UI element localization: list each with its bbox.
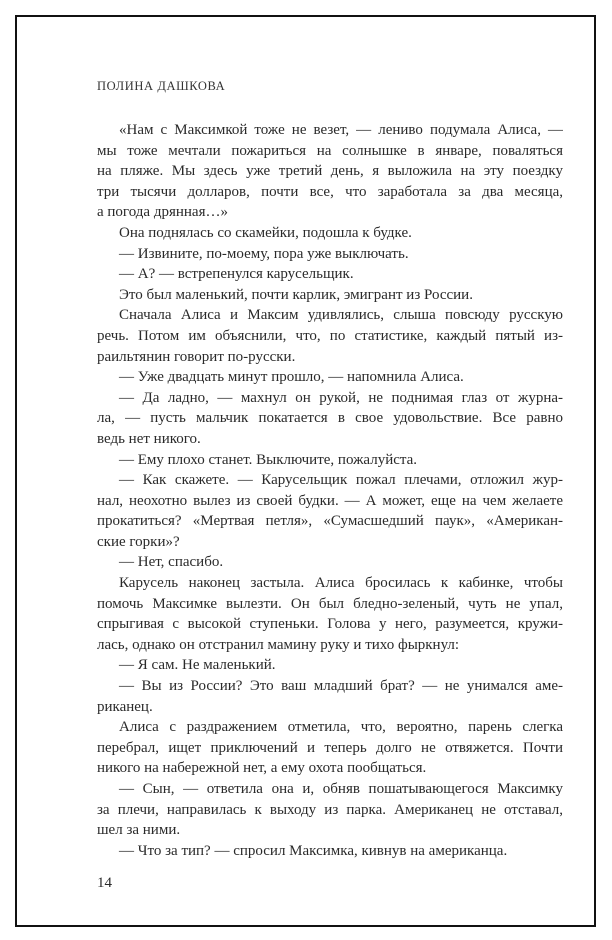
text-line: — Как скажете. — Карусельщик пожал плечами, отложил жур- <box>119 472 563 489</box>
text-line: за плечи, направилась к выходу из парка. Американец не отставал, <box>97 801 563 818</box>
text-line: речь. Потом им объяснили, что, по статистике, каждый пятый из- <box>97 327 563 344</box>
text-line: — Извините, по-моему, пора уже выключать. <box>119 245 409 262</box>
text-line: шел за ними. <box>97 822 181 839</box>
page-body-text <box>97 120 563 861</box>
text-line: — Да ладно, — махнул он рукой, не поднимая глаз от журна- <box>119 389 563 406</box>
text-line: — Уже двадцать минут прошло, — напомнила Алиса. <box>119 369 464 386</box>
text-line: риканец. <box>97 698 153 715</box>
text-line: «Нам с Максимкой тоже не везет, — лениво подумала Алиса, — <box>119 122 563 138</box>
text-line: — Я сам. Не маленький. <box>119 657 276 674</box>
text-line: перебрал, ищет приключений и теперь долго не отвяжется. Почти <box>97 739 563 756</box>
text-line: лась, однако он отстранил мамину руку и тихо фыркнул: <box>97 636 460 653</box>
text-line: Карусель наконец застыла. Алиса бросилась к кабинке, чтобы <box>119 575 563 592</box>
text-line: Она поднялась со скамейки, подошла к будке. <box>119 224 412 241</box>
text-line: никого на набережной нет, а ему охота пообщаться. <box>97 760 427 777</box>
text-line: — Сын, — ответила она и, обняв пошатывающегося Максимку <box>119 781 563 797</box>
text-line: ведь нет никого. <box>97 430 201 447</box>
text-line: спрыгивая с высокой ступеньки. Голова у него, разумеется, кружи- <box>97 616 563 633</box>
text-line: — Ему плохо станет. Выключите, пожалуйста. <box>119 451 418 468</box>
text-line: на пляже. Мы здесь уже третий день, я выложила на эту поездку <box>97 163 563 180</box>
text-line: — Нет, спасибо. <box>119 554 224 571</box>
text-line: нал, неохотно вылез из своей будки. — А может, еще на чем желаете <box>97 492 563 509</box>
text-line: три тысячи долларов, почти все, что заработала за два месяца, <box>97 183 563 200</box>
text-line: мы тоже мечтали пожариться на солнышке в январе, поваляться <box>97 142 563 159</box>
text-line: ла, — пусть мальчик покатается в свое удовольствие. Все равно <box>97 410 563 427</box>
text-line: Алиса с раздражением отметила, что, вероятно, парень слегка <box>119 719 563 736</box>
running-header: ПОЛИНА ДАШКОВА <box>97 79 226 93</box>
text-line: раильтянин говорит по-русски. <box>97 348 296 365</box>
text-line: Сначала Алиса и Максим удивлялись, слыша повсюду русскую <box>119 307 563 324</box>
text-line: прокатиться? «Мертвая петля», «Сумасшедший паук», «Американ- <box>97 513 563 530</box>
text-line: помочь Максимке вылезти. Он был бледно-зеленый, чуть не упал, <box>97 595 563 612</box>
text-line: Это был маленький, почти карлик, эмигрант из России. <box>119 286 473 303</box>
text-line: — Вы из России? Это ваш младший брат? — не унимался аме- <box>119 678 563 695</box>
text-line: — Что за тип? — спросил Максимка, кивнув на американца. <box>119 842 508 859</box>
page-number: 14 <box>97 875 112 891</box>
text-line: а погода дрянная…» <box>97 204 228 221</box>
text-line: — А? — встрепенулся карусельщик. <box>119 266 354 283</box>
text-line: ские горки»? <box>97 533 180 550</box>
